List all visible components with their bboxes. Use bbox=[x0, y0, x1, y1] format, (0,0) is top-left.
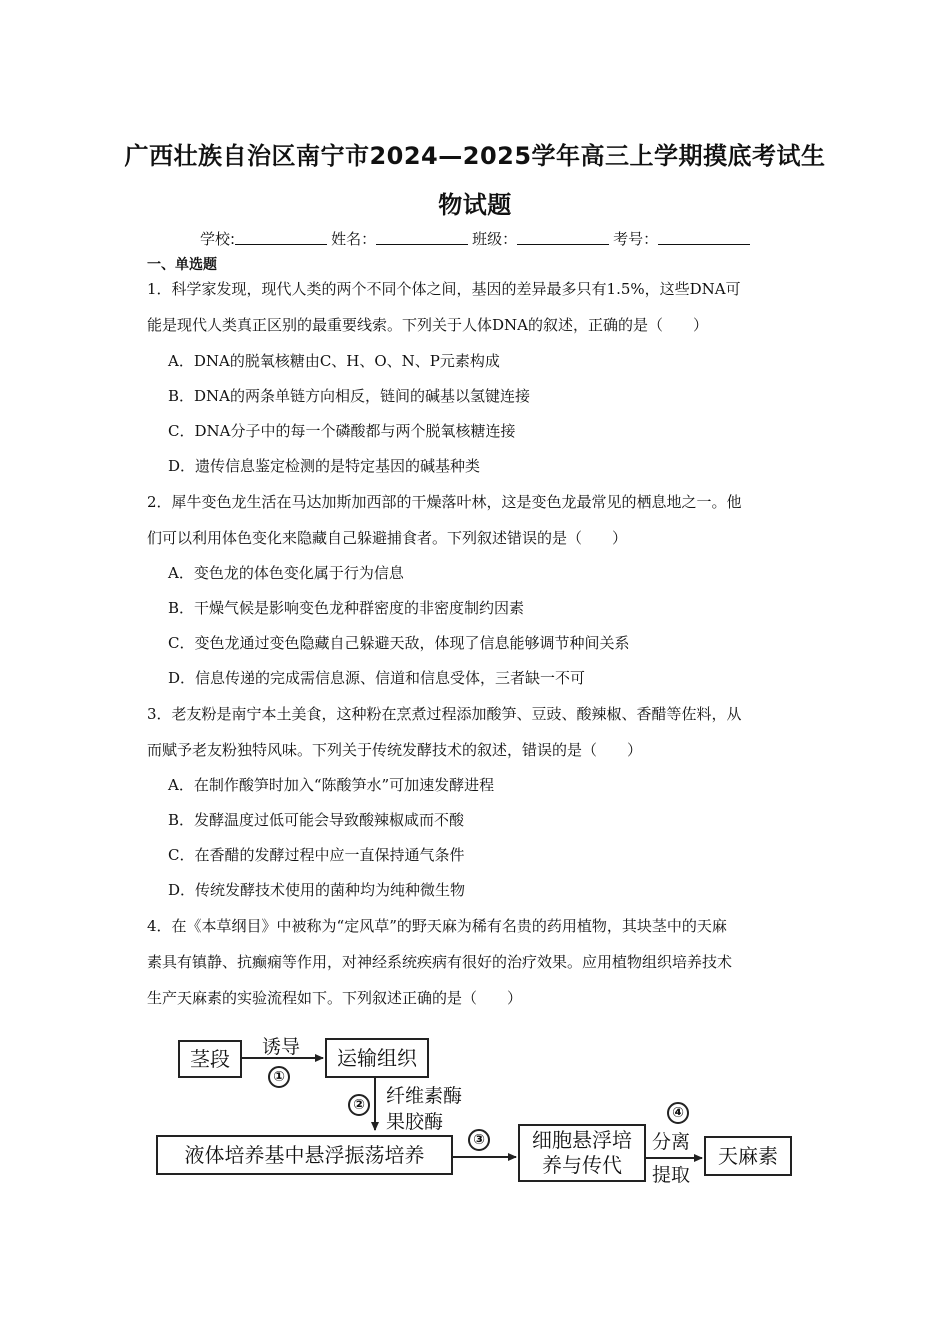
step-2-number: ② bbox=[348, 1094, 370, 1116]
transport-tissue-box: 运输组织 bbox=[325, 1038, 429, 1078]
gastrodin-box: 天麻素 bbox=[704, 1136, 792, 1176]
number-blank[interactable] bbox=[658, 230, 750, 245]
question-1-option-b: B．DNA的两条单链方向相反，链间的碱基以氢键连接 bbox=[168, 387, 531, 405]
question-4-stem-line: 素具有镇静、抗癫痫等作用，对神经系统疾病有很好的治疗效果。应用植物组织培养技术 bbox=[147, 953, 733, 971]
question-1-option-c: C．DNA分子中的每一个磷酸都与两个脱氧核糖连接 bbox=[168, 422, 516, 440]
class-blank[interactable] bbox=[517, 230, 609, 245]
question-3-option-b: B．发酵温度过低可能会导致酸辣椒咸而不酸 bbox=[168, 811, 465, 829]
exam-title-line1: 广西壮族自治区南宁市2024—2025学年高三上学期摸底考试生 bbox=[124, 142, 826, 170]
question-2-option-d: D．信息传递的完成需信息源、信道和信息受体，三者缺一不可 bbox=[168, 669, 586, 687]
number-label: 考号： bbox=[613, 230, 659, 248]
step-2-label-1: 纤维素酶 bbox=[386, 1085, 463, 1107]
step-3-number: ③ bbox=[468, 1129, 490, 1151]
step-1-number: ① bbox=[268, 1066, 290, 1088]
step-1-label: 诱导 bbox=[262, 1036, 301, 1058]
question-2-stem-line: 2．犀牛变色龙生活在马达加斯加西部的干燥落叶林，这是变色龙最常见的栖息地之一。他 bbox=[147, 493, 742, 511]
question-3-option-a: A．在制作酸笋时加入“陈酸笋水”可加速发酵进程 bbox=[168, 776, 495, 794]
student-info-row bbox=[198, 228, 752, 249]
cell-suspension-box bbox=[518, 1124, 646, 1182]
question-1-option-a: A．DNA的脱氧核糖由C、H、O、N、P元素构成 bbox=[168, 352, 500, 370]
question-3-stem-line: 3．老友粉是南宁本土美食，这种粉在烹煮过程添加酸笋、豆豉、酸辣椒、香醋等佐料，从 bbox=[147, 705, 742, 723]
stem-segment-box: 茎段 bbox=[178, 1040, 242, 1078]
cell-suspension-line2: 养与传代 bbox=[542, 1153, 622, 1177]
question-3-option-d: D．传统发酵技术使用的菌种均为纯种微生物 bbox=[168, 881, 466, 899]
class-label: 班级： bbox=[472, 230, 518, 248]
question-1-stem-line: 1．科学家发现，现代人类的两个不同个体之间，基因的差异最多只有1.5%，这些DNA可 bbox=[147, 280, 741, 298]
school-blank[interactable] bbox=[235, 230, 327, 245]
question-2-stem-line: 们可以利用体色变化来隐藏自己躲避捕食者。下列叙述错误的是（ ） bbox=[147, 529, 628, 547]
question-1-option-d: D．遗传信息鉴定检测的是特定基因的碱基种类 bbox=[168, 457, 481, 475]
school-label: 学校: bbox=[200, 230, 236, 248]
step-2-label-2: 果胶酶 bbox=[386, 1111, 444, 1133]
name-label: 姓名： bbox=[331, 230, 377, 248]
question-2-option-b: B．干燥气候是影响变色龙种群密度的非密度制约因素 bbox=[168, 599, 525, 617]
question-4-stem-line: 4．在《本草纲目》中被称为“定风草”的野天麻为稀有名贵的药用植物，其块茎中的天麻 bbox=[147, 917, 727, 935]
question-3-stem-line: 而赋予老友粉独特风味。下列关于传统发酵技术的叙述，错误的是（ ） bbox=[147, 741, 643, 759]
question-2-option-a: A．变色龙的体色变化属于行为信息 bbox=[168, 564, 404, 582]
question-2-option-c: C．变色龙通过变色隐藏自己躲避天敌，体现了信息能够调节种间关系 bbox=[168, 634, 630, 652]
cell-suspension-line1: 细胞悬浮培 bbox=[532, 1128, 632, 1152]
question-1-stem-line: 能是现代人类真正区别的最重要线索。下列关于人体DNA的叙述，正确的是（ ） bbox=[147, 316, 708, 334]
step-4-label-1: 分离 bbox=[652, 1131, 691, 1153]
name-blank[interactable] bbox=[376, 230, 468, 245]
tianma-flow-diagram bbox=[150, 1030, 810, 1200]
section-heading: 一、单选题 bbox=[147, 257, 217, 273]
step-4-label-2: 提取 bbox=[652, 1164, 691, 1186]
question-3-option-c: C．在香醋的发酵过程中应一直保持通气条件 bbox=[168, 846, 465, 864]
question-4-stem-line: 生产天麻素的实验流程如下。下列叙述正确的是（ ） bbox=[147, 989, 523, 1007]
step-4-number: ④ bbox=[667, 1102, 689, 1124]
exam-title-line2: 物试题 bbox=[438, 191, 512, 219]
liquid-medium-box: 液体培养基中悬浮振荡培养 bbox=[156, 1135, 453, 1175]
